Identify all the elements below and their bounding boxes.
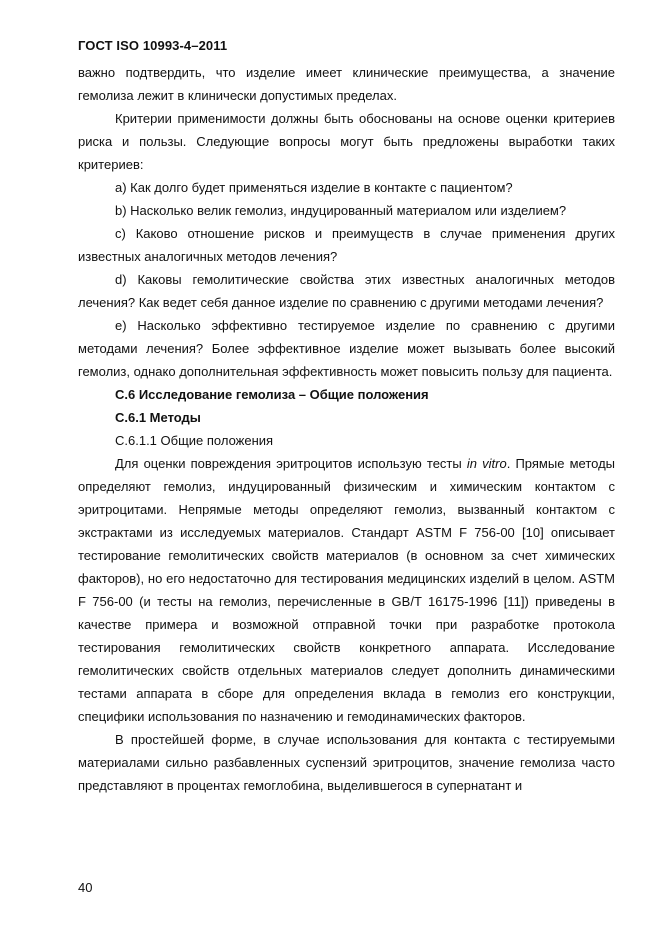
page-number: 40	[78, 880, 93, 895]
question-d: d) Каковы гемолитические свойства этих известных аналогичных методов лечения? Как ведет себя данное изделие по сравнению с другими методами лечения?	[78, 272, 615, 310]
paragraph-simplest-form: В простейшей форме, в случае использования для контакта с тестируемыми материалами сильно разбавленных суспензий эритроцитов, значение гемолиза часто представляют в процентах гемоглобина, выделившегося в супернатант и	[78, 732, 615, 793]
question-c: с) Каково отношение рисков и преимуществ в случае применения других известных аналогичных методов лечения?	[78, 226, 615, 264]
methods-text-rest: . Прямые методы определяют гемолиз, индуцированный физическим и химическим контактом с эритроцитами. Непрямые методы определяют гемолиз, вызванный контактом с экстрактами из исследуемых материалов. Стандарт ASTM F 756-00 [10] описывает тестирование гемолитических свойств материалов (в основном за счет химических факторов), но его недостаточно для тестирования медицинских изделий в целом. ASTM F 756-00 (и тесты на гемолиз, перечисленные в GB/T 16175-1996 [11]) приведены в качестве примера и возможной отправной точки при разработке протокола тестирования гемолитических свойств конкретного аппарата. Исследование гемолитических свойств отдельных материалов следует дополнить динамическими тестами аппарата в сборе для определения вклада в гемолиз его конструкции, специфики использования по назначению и гемодинамических факторов.	[78, 456, 616, 724]
document-body	[78, 61, 615, 797]
in-vitro-term: in vitro	[466, 456, 507, 471]
methods-text-start: Для оценки повреждения эритроцитов использую тесты	[115, 456, 467, 471]
paragraph-criteria: Критерии применимости должны быть обоснованы на основе оценки критериев риска и пользы. Следующие вопросы могут быть предложены выработки таких критериев:	[78, 111, 615, 172]
heading-c6: С.6 Исследование гемолиза – Общие положения	[115, 387, 429, 402]
paragraph-methods	[78, 452, 615, 728]
paragraph-continuation: важно подтвердить, что изделие имеет клинические преимущества, а значение гемолиза лежит в клинически допустимых пределах.	[78, 65, 615, 103]
question-e: е) Насколько эффективно тестируемое изделие по сравнению с другими методами лечения? Более эффективное изделие может вызывать более высокий гемолиз, однако дополнительная эффективность может повысить пользу для пациента.	[78, 318, 615, 379]
question-b: b) Насколько велик гемолиз, индуцированный материалом или изделием?	[115, 203, 567, 218]
document-header: ГОСТ ISO 10993-4–2011	[78, 38, 228, 53]
heading-c61: С.6.1 Методы	[115, 410, 201, 425]
question-a: а) Как долго будет применяться изделие в контакте с пациентом?	[115, 180, 513, 195]
heading-c611: С.6.1.1 Общие положения	[115, 433, 274, 448]
